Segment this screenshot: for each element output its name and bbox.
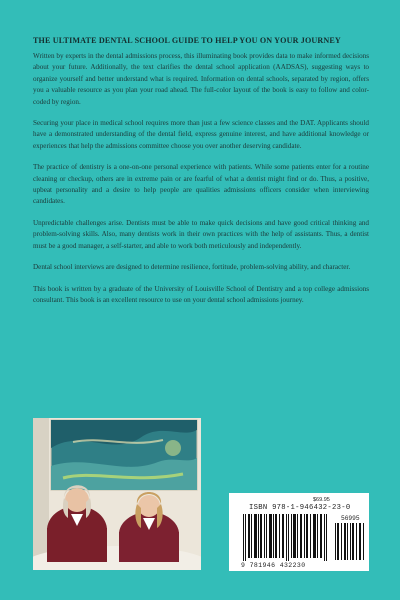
ean-digits: 9 781946 432230 (241, 562, 306, 569)
paragraph: Securing your place in medical school requires more than just a few science classes and the DAT. Applicants should have a demonstrated understanding of the dental field, express genuine interest, and have additional knowledge or experiences that help the admissions committee choose you over another deserving candidate. (33, 119, 369, 150)
paragraph: Dental school interviews are designed to determine resilience, fortitude, problem-solving ability, and character. (33, 263, 351, 272)
paragraph: This book is written by a graduate of the University of Louisville School of Dentistry and a top college admissions consultant. This book is an excellent resource to use on your dental school admissions journey. (33, 284, 369, 304)
isbn-label: ISBN 978-1-946432-23-0 (249, 504, 351, 512)
description-block (33, 36, 369, 316)
price-label: $69.95 (313, 497, 330, 503)
paragraph: Written by experts in the dental admissions process, this illuminating book provides data to make informed decisions about your future. Additionally, the text clarifies the dental school application (AADSAS), suggesting ways to organize yourself and better understand what is required. Information on dental schools, separated by region, offers you a valuable resource as you plan your road ahead. The full-color layout of the book is easy to follow and color-coded by region. (33, 52, 369, 106)
author-photo (33, 418, 201, 570)
price-code-label: 56995 (341, 515, 360, 522)
barcode-panel (229, 493, 369, 571)
author-photo-illustration (33, 418, 201, 570)
paragraph: The practice of dentistry is a one-on-one personal experience with patients. While some patients enter for a routine cleaning or checkup, others are in extreme pain or are fearful of what a dentist might find or do. Thus, a positive, upbeat personality and a desire to help people are qualities admissions officers consider when interviewing candidates. (33, 163, 369, 206)
paragraph: Unpredictable challenges arise. Dentists must be able to make quick decisions and have good critical thinking and problem-solving skills. Also, many dentists work in their own practices with the help of assistants. Thus, a dentist must be a good manager, a self-starter, and able to work both meticulously and independently. (33, 218, 369, 250)
barcode-bars (229, 493, 369, 571)
cover-heading: THE ULTIMATE DENTAL SCHOOL GUIDE TO HELP YOU ON YOUR JOURNEY (33, 36, 341, 45)
